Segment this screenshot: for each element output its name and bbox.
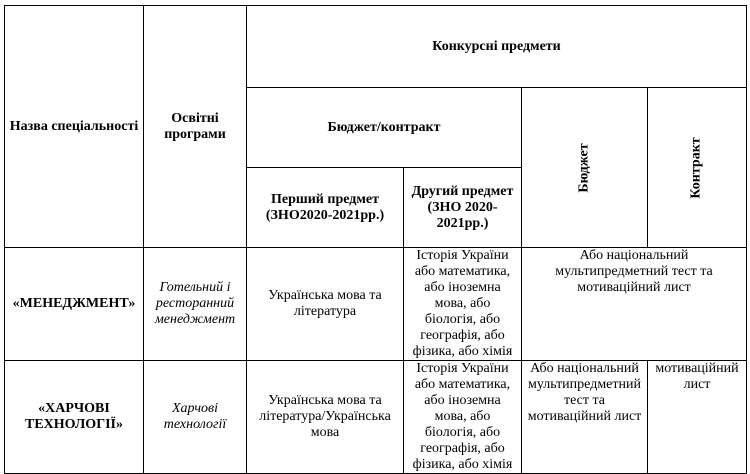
header-contract: Контракт [689, 136, 704, 199]
row2-budget: Або національний мультипредметний тест та мотиваційний лист [522, 361, 648, 474]
header-budget: Бюджет [576, 142, 592, 193]
row1-second-subject: Історія України або математика, або іноземна мова, або біологія, або географія, або фізика, або хімія [404, 248, 522, 361]
row2-specialty: «ХАРЧОВІ ТЕХНОЛОГІЇ» [5, 361, 144, 474]
header-budget-contract: Бюджет/контракт [247, 88, 522, 168]
row1-program: Готельний і ресторанний менеджмент [144, 248, 247, 361]
row2-program: Харчові технології [144, 361, 247, 474]
row2-second-subject: Історія України або математика, або іноземна мова, або біологія, або географія, або фізика, або хімія [404, 361, 522, 474]
row1-specialty: «МЕНЕДЖМЕНТ» [5, 248, 144, 361]
header-programs: Освітні програми [144, 6, 247, 248]
header-specialty: Назва спеціальності [5, 6, 144, 248]
header-contract-cell [648, 88, 747, 248]
admission-subjects-table [4, 5, 747, 474]
row1-budget-contract: Або національний мультипредметний тест та мотиваційний лист [522, 248, 747, 361]
header-budget-cell [522, 88, 648, 248]
row2-first-subject: Українська мова та література/Українська мова [247, 361, 404, 474]
row1-first-subject: Українська мова та література [247, 248, 404, 361]
header-second-subject: Другий предмет (ЗНО 2020-2021рр.) [404, 168, 522, 248]
row2-contract: мотиваційний лист [648, 361, 747, 474]
header-first-subject: Перший предмет (ЗНО2020-2021рр.) [247, 168, 404, 248]
header-competitive-subjects: Конкурсні предмети [247, 6, 747, 88]
